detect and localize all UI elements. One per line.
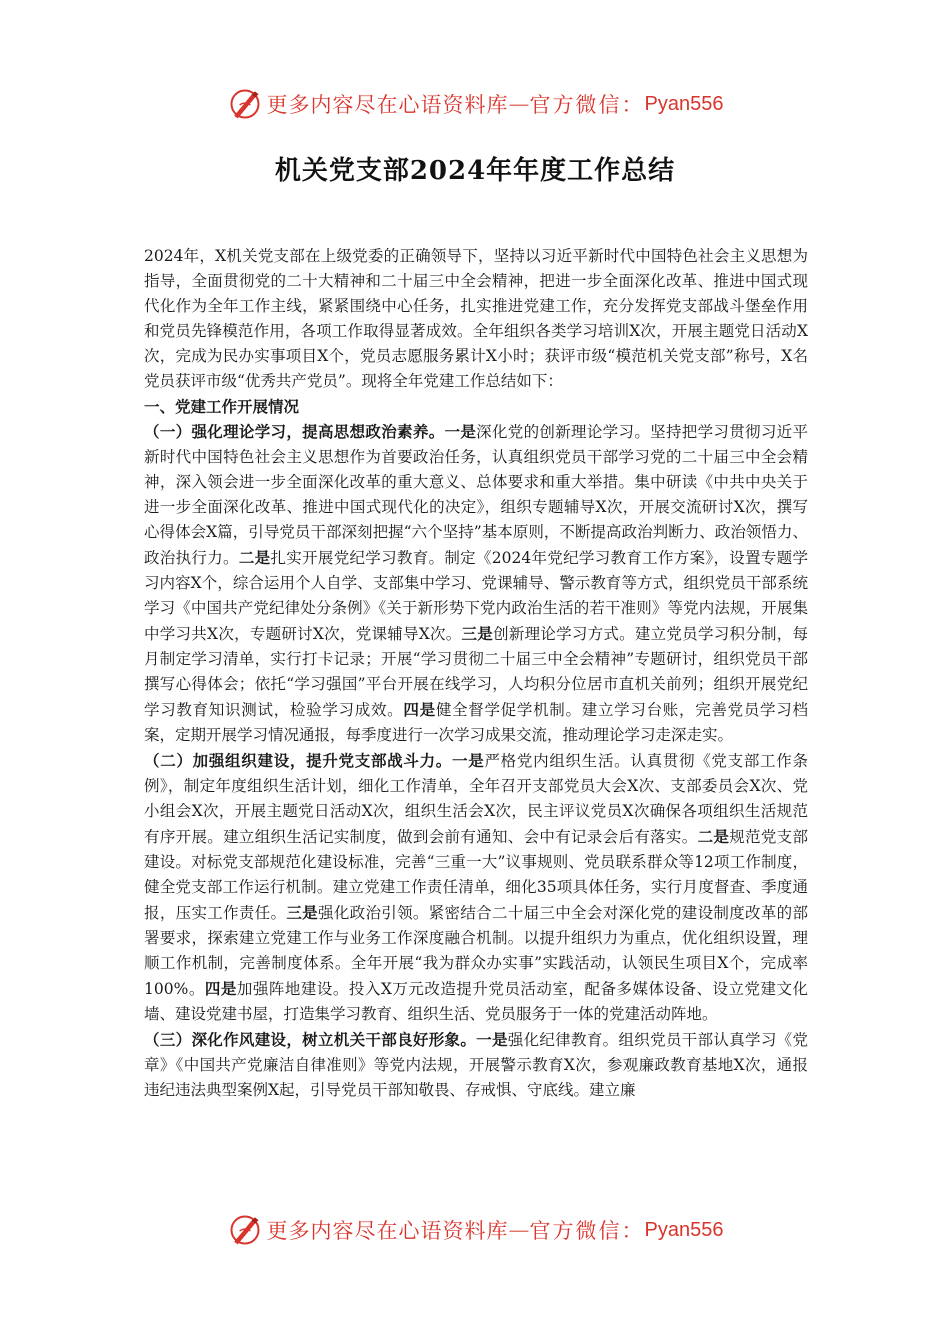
- paragraph-organization-building: [144, 748, 808, 1027]
- point-label: 二是: [238, 548, 271, 567]
- point-label: 四是: [204, 979, 237, 998]
- watermark-dash: —: [508, 92, 530, 116]
- document-body: [144, 244, 808, 1103]
- point-label: 一是: [476, 1030, 508, 1049]
- point-text: 规范党支部建设。对标党支部规范化建设标准，完善“三重一大”议事规则、党员联系群众等12项工作制度，健全党支部工作运行机制。建立党建工作责任清单，细化35项具体任务，实行月度督查、季度通报，压实工作责任。: [144, 828, 808, 922]
- point-text: 健全督学促学机制。建立学习台账，完善党员学习档案，定期开展学习情况通报，每季度进行一次学习成果交流，推动理论学习走深走实。: [144, 701, 808, 744]
- watermark-wechat-id: Pyan556: [644, 1218, 724, 1241]
- point-label: 一是: [452, 751, 485, 770]
- paragraph-style-building: [144, 1027, 808, 1103]
- document-title: 机关党支部2024年年度工作总结: [274, 156, 676, 186]
- point-label: 四是: [403, 700, 436, 719]
- paragraph-theory-study: [144, 419, 808, 748]
- point-text: 加强阵地建设。投入X万元改造提升党员活动室，配备多媒体设备、设立党建文化墙、建设党建书屋，打造集学习教育、组织生活、党员服务于一体的党建活动阵地。: [144, 980, 808, 1023]
- watermark-sub-text: 官方微信：: [529, 1219, 645, 1243]
- point-text: 强化政治引领。紧密结合二十届三中全会对深化党的建设制度改革的部署要求，探索建立党建工作与业务工作深度融合机制。以提升组织力为重点，优化组织设置，理顺工作机制，完善制度体系。全年开展“我为群众办实事”实践活动，认领民生项目X个，完成率100%。: [144, 904, 808, 998]
- intro-paragraph: 2024年，X机关党支部在上级党委的正确领导下，坚持以习近平新时代中国特色社会主义思想为指导，全面贯彻党的二十大精神和二十届三中全会精神，把进一步全面深化改革、推进中国式现代化作为全年工作主线，紧紧围绕中心任务，扎实推进党建工作，充分发挥党支部战斗堡垒作用和党员先锋模范作用，各项工作取得显著成效。全年组织各类学习培训X次，开展主题党日活动X次，完成为民办实事项目X个，党员志愿服务累计X小时；获评市级“模范机关党支部”称号，X名党员获评市级“优秀共产党员”。现将全年党建工作总结如下：: [144, 247, 808, 390]
- point-label: 三是: [286, 903, 318, 922]
- watermark-wechat-id: Pyan556: [644, 92, 724, 115]
- section-heading: 一、党建工作开展情况: [144, 397, 300, 416]
- point-text: 强化纪律教育。组织党员干部认真学习《党章》《中国共产党廉洁自律准则》等党内法规，开展警示教育X次，参观廉政教育基地X次，通报违纪违法典型案例X起，引导党员干部知敬畏、存戒惧、守底线。建立廉: [144, 1031, 808, 1099]
- watermark-main-text: 更多内容尽在心语资料库: [266, 1219, 509, 1243]
- watermark-sub-text: 官方微信：: [529, 93, 645, 117]
- pen-logo-icon: [227, 86, 263, 122]
- point-label: 二是: [697, 827, 730, 846]
- point-text: 创新理论学习方式。建立党员学习积分制，每月制定学习清单，实行打卡记录；开展“学习贯彻二十届三中全会精神”专题研讨，组织党员干部撰写心得体会；依托“学习强国”平台开展在线学习，人均积分位居市直机关前列；组织开展党纪学习教育知识测试，检验学习成效。: [144, 625, 808, 719]
- watermark-dash: —: [508, 1218, 530, 1242]
- point-text: 扎实开展党纪学习教育。制定《2024年党纪学习教育工作方案》，设置专题学习内容X个，综合运用个人自学、支部集中学习、党课辅导、警示教育等方式，组织党员干部系统学习《中国共产党纪律处分条例》《关于新形势下党内政治生活的若干准则》等党内法规，开展集中学习共X次，专题研讨X次，党课辅导X次。: [144, 549, 808, 643]
- point-text: 深化党的创新理论学习。坚持把学习贯彻习近平新时代中国特色社会主义思想作为首要政治任务，认真组织党员干部学习党的二十届三中全会精神，深入领会进一步全面深化改革的重大意义、总体要求和重大举措。集中研读《中共中央关于进一步全面深化改革、推进中国式现代化的决定》，组织专题辅导X次，开展交流研讨X次，撰写心得体会X篇，引导党员干部深刻把握“六个坚持”基本原则，不断提高政治判断力、政治领悟力、政治执行力。: [144, 423, 808, 567]
- paragraph-heading: （二）加强组织建设，提升党支部战斗力。: [144, 751, 453, 770]
- point-text: 严格党内组织生活。认真贯彻《党支部工作条例》，制定年度组织生活计划，细化工作清单，全年召开支部党员大会X次、支部委员会X次、党小组会X次，开展主题党日活动X次，组织生活会X次，民主评议党员X次确保各项组织生活规范有序开展。建立组织生活记实制度，做到会前有通知、会中有记录会后有落实。: [144, 752, 808, 846]
- point-label: 三是: [461, 624, 494, 643]
- watermark-main-text: 更多内容尽在心语资料库: [266, 93, 509, 117]
- point-label: 一是: [444, 422, 477, 441]
- pen-logo-icon: [227, 1212, 263, 1248]
- paragraph-heading: （一）强化理论学习，提高思想政治素养。: [144, 422, 445, 441]
- paragraph-heading: （三）深化作风建设，树立机关干部良好形象。: [144, 1030, 477, 1049]
- watermark-header: [0, 84, 950, 124]
- watermark-footer: [0, 1210, 950, 1250]
